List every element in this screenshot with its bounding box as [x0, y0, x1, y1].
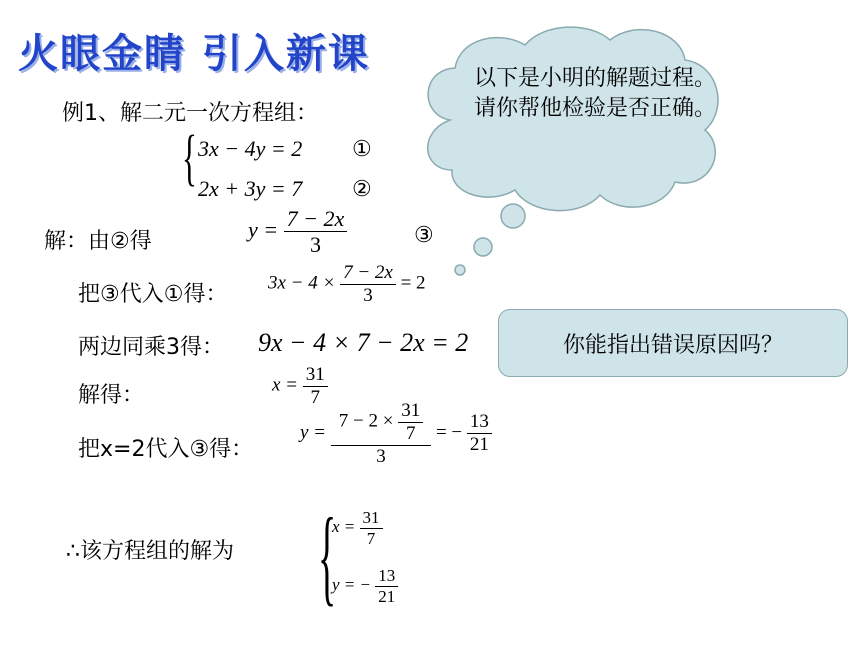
- step2-rhs: = 2: [400, 272, 426, 294]
- solution-y: [332, 566, 398, 606]
- step5-numerator: [331, 400, 431, 446]
- step5-main-fraction: [331, 400, 431, 468]
- example-heading: 例1、解二元一次方程组：: [62, 101, 318, 126]
- step4-numerator: 31: [303, 364, 328, 387]
- step1-marker: ③: [414, 222, 434, 247]
- thought-bubble: [410, 20, 730, 280]
- step2-fraction: [340, 262, 396, 307]
- solution-x: [332, 508, 383, 548]
- step4-lhs: x =: [272, 374, 299, 396]
- step2-numerator: 7 − 2x: [340, 262, 396, 285]
- step2-label: 把③代入①得：: [78, 282, 228, 307]
- conclusion-label: ∴该方程组的解为: [66, 539, 234, 564]
- step1-label: 解：由②得: [44, 229, 152, 254]
- slide-title: 火眼金睛 引入新课: [18, 31, 370, 77]
- step5-denominator: 3: [376, 445, 386, 467]
- solution-brace: {: [318, 497, 337, 616]
- question-box: [498, 309, 848, 377]
- step2-expression: [268, 262, 426, 307]
- step1-lhs: y =: [248, 216, 279, 242]
- equation-1-marker: ①: [352, 136, 372, 161]
- equation-2: 2x + 3y = 7: [198, 176, 303, 201]
- step5-result-fraction: [467, 411, 492, 456]
- step5-label: 把x=2代入③得：: [78, 437, 254, 462]
- step5-inner-fraction: [398, 400, 423, 445]
- step2-denominator: 3: [363, 284, 373, 306]
- step5-inner-denominator: 7: [405, 422, 416, 444]
- solution-x-fraction: [360, 508, 383, 548]
- equation-1: 3x − 4y = 2: [198, 136, 303, 161]
- thought-bubble-text: 以下是小明的解题过程。请你帮他检验是否正确。: [474, 66, 717, 121]
- step5-inner-numerator: 31: [398, 400, 423, 423]
- question-text: 你能指出错误原因吗？: [562, 332, 783, 358]
- step4-label: 解得：: [78, 383, 145, 408]
- system-brace: {: [182, 124, 197, 192]
- step1-denominator: 3: [309, 232, 321, 258]
- solution-y-lhs: y = −: [332, 574, 371, 594]
- solution-x-numerator: 31: [360, 508, 383, 529]
- solution-x-denominator: 7: [366, 528, 376, 548]
- step1-numerator: 7 − 2x: [284, 206, 348, 232]
- step3-label: 两边同乘3得：: [78, 335, 224, 360]
- solution-y-denominator: 21: [378, 586, 396, 606]
- step4-denominator: 7: [310, 386, 321, 408]
- step2-lhs: 3x − 4 ×: [268, 272, 336, 294]
- step5-lhs: y =: [300, 422, 327, 444]
- step3-expression: 9x − 4 × 7 − 2x = 2: [258, 328, 469, 357]
- step5-equals: = −: [435, 422, 463, 444]
- solution-y-numerator: 13: [375, 566, 398, 587]
- step5-result-numerator: 13: [467, 411, 492, 434]
- step1-expression: [248, 206, 347, 258]
- step5-expression: [300, 400, 492, 468]
- equation-2-marker: ②: [352, 176, 372, 201]
- step1-fraction: [284, 206, 348, 258]
- solution-y-fraction: [375, 566, 398, 606]
- solution-x-lhs: x =: [332, 516, 356, 536]
- step5-numerator-text: 7 − 2 ×: [338, 410, 394, 432]
- step5-result-denominator: 21: [469, 434, 489, 456]
